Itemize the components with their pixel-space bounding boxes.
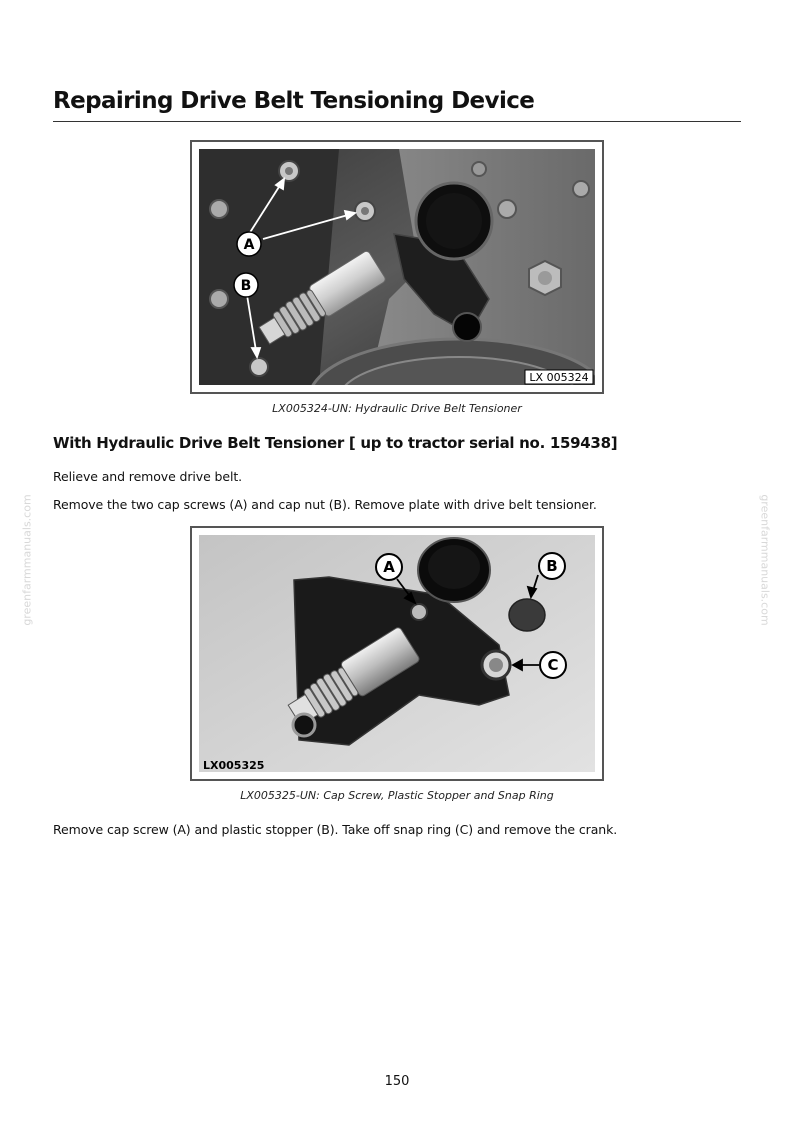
photo-id-label <box>525 370 593 384</box>
svg-text:B: B <box>240 278 252 294</box>
step-remove-crank: Remove cap screw (A) and plastic stopper (B). Take off snap ring (C) and remove the crank. <box>53 822 618 837</box>
step-relieve-belt: Relieve and remove drive belt. <box>53 469 243 484</box>
page-number: 150 <box>384 1074 410 1089</box>
svg-text:C: C <box>547 656 559 674</box>
svg-text:A: A <box>383 558 395 576</box>
step-remove-screws: Remove the two cap screws (A) and cap nut (B). Remove plate with drive belt tensioner. <box>53 497 597 512</box>
callout-b <box>539 553 565 579</box>
figure-hydraulic-tensioner <box>190 140 604 394</box>
photo-hydraulic-tensioner <box>199 149 595 385</box>
svg-text:LX 005324: LX 005324 <box>529 371 589 384</box>
callout-a <box>376 554 402 580</box>
callout-a <box>237 232 261 256</box>
callout-c <box>540 652 566 678</box>
figure-tensioner-parts <box>190 526 604 781</box>
figure1-caption: LX005324-UN: Hydraulic Drive Belt Tensioner <box>272 402 522 415</box>
callout-b <box>234 273 258 297</box>
photo-tensioner-parts <box>199 535 595 772</box>
watermark-left: greenfarmmanuals.com <box>20 494 34 626</box>
figure2-caption: LX005325-UN: Cap Screw, Plastic Stopper and Snap Ring <box>240 789 554 802</box>
watermark-right: greenfarmmanuals.com <box>758 494 772 626</box>
page-title: Repairing Drive Belt Tensioning Device <box>53 86 741 122</box>
section-heading: With Hydraulic Drive Belt Tensioner [ up to tractor serial no. 159438] <box>53 434 618 452</box>
photo-id-label: LX005325 <box>203 759 265 772</box>
svg-text:A: A <box>243 237 255 253</box>
svg-text:B: B <box>546 557 558 575</box>
